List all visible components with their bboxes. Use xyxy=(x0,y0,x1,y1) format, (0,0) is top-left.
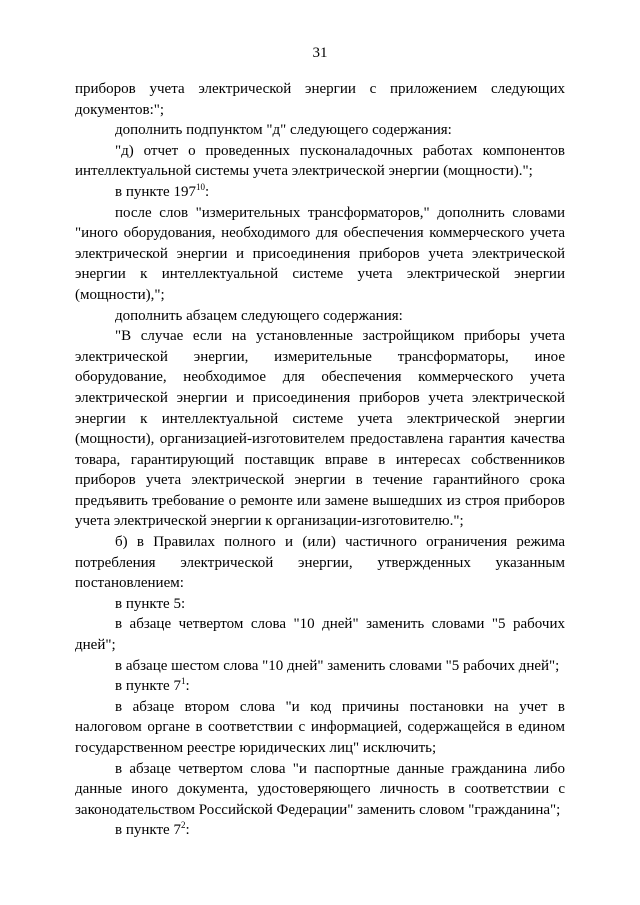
paragraph-text: в пункте 7 xyxy=(115,822,181,839)
paragraph: в абзаце втором слова "и код причины постановки на учет в налоговом органе в соответствии с информацией, содержащейся в едином государственном реестре юридических лиц" исключить; xyxy=(75,698,565,756)
paragraph-text: в пункте 7 xyxy=(115,678,181,695)
paragraph: дополнить подпунктом "д" следующего содержания: xyxy=(115,122,452,139)
superscript: 2 xyxy=(180,820,186,831)
paragraph: б) в Правилах полного и (или) частичного ограничения режима потребления электрической энергии, утвержденных указанным постановлением: xyxy=(75,534,565,592)
paragraph: в абзаце шестом слова "10 дней" заменить словами "5 рабочих дней"; xyxy=(115,657,560,674)
paragraph: приборов учета электрической энергии с приложением следующих документов:"; xyxy=(75,81,565,118)
paragraph xyxy=(75,676,565,697)
page-number: 31 xyxy=(312,45,328,61)
paragraph-suffix: : xyxy=(185,678,190,695)
document-body xyxy=(75,79,565,841)
paragraph xyxy=(75,182,565,203)
paragraph: дополнить абзацем следующего содержания: xyxy=(115,307,403,324)
paragraph-suffix: : xyxy=(185,822,190,839)
paragraph: в абзаце четвертом слова "и паспортные данные гражданина либо данные иного документа, удостоверяющего личность в соответствии с законодательством Российской Федерации" заменить словом "гражданина"; xyxy=(75,760,565,818)
paragraph: в пункте 5: xyxy=(115,595,186,612)
paragraph-text: в пункте 197 xyxy=(115,183,196,200)
paragraph-suffix: : xyxy=(204,183,210,200)
paragraph: в абзаце четвертом слова "10 дней" заменить словами "5 рабочих дней"; xyxy=(75,616,565,654)
paragraph: после слов "измерительных трансформаторов," дополнить словами "иного оборудования, необходимого для обеспечения коммерческого учета электрической энергии и присоединения приборов учета электрической энергии к интеллектуальной системе учета электрической энергии (мощности),"; xyxy=(75,204,565,303)
superscript: 10 xyxy=(195,181,205,192)
paragraph xyxy=(75,820,565,841)
superscript: 1 xyxy=(180,676,186,687)
paragraph: "д) отчет о проведенных пусконаладочных работах компонентов интеллектуальной системы учета электрической энергии (мощности)."; xyxy=(75,142,565,180)
paragraph: "В случае если на установленные застройщиком приборы учета электрической энергии, измерительные трансформаторы, иное оборудование, необходимое для обеспечения коммерческого учета электрической энергии и присоединения приборов учета электрической энергии к интеллектуальной системе учета электрической энергии (мощности), организацией-изготовителем предоставлена гарантия качества товара, гарантирующий поставщик вправе в интересах собственников приборов учета электрической энергии в течение гарантийного срока предъявить требование о ремонте или замене вышедших из строя приборов учета электрической энергии к организации-изготовителю."; xyxy=(75,328,565,530)
